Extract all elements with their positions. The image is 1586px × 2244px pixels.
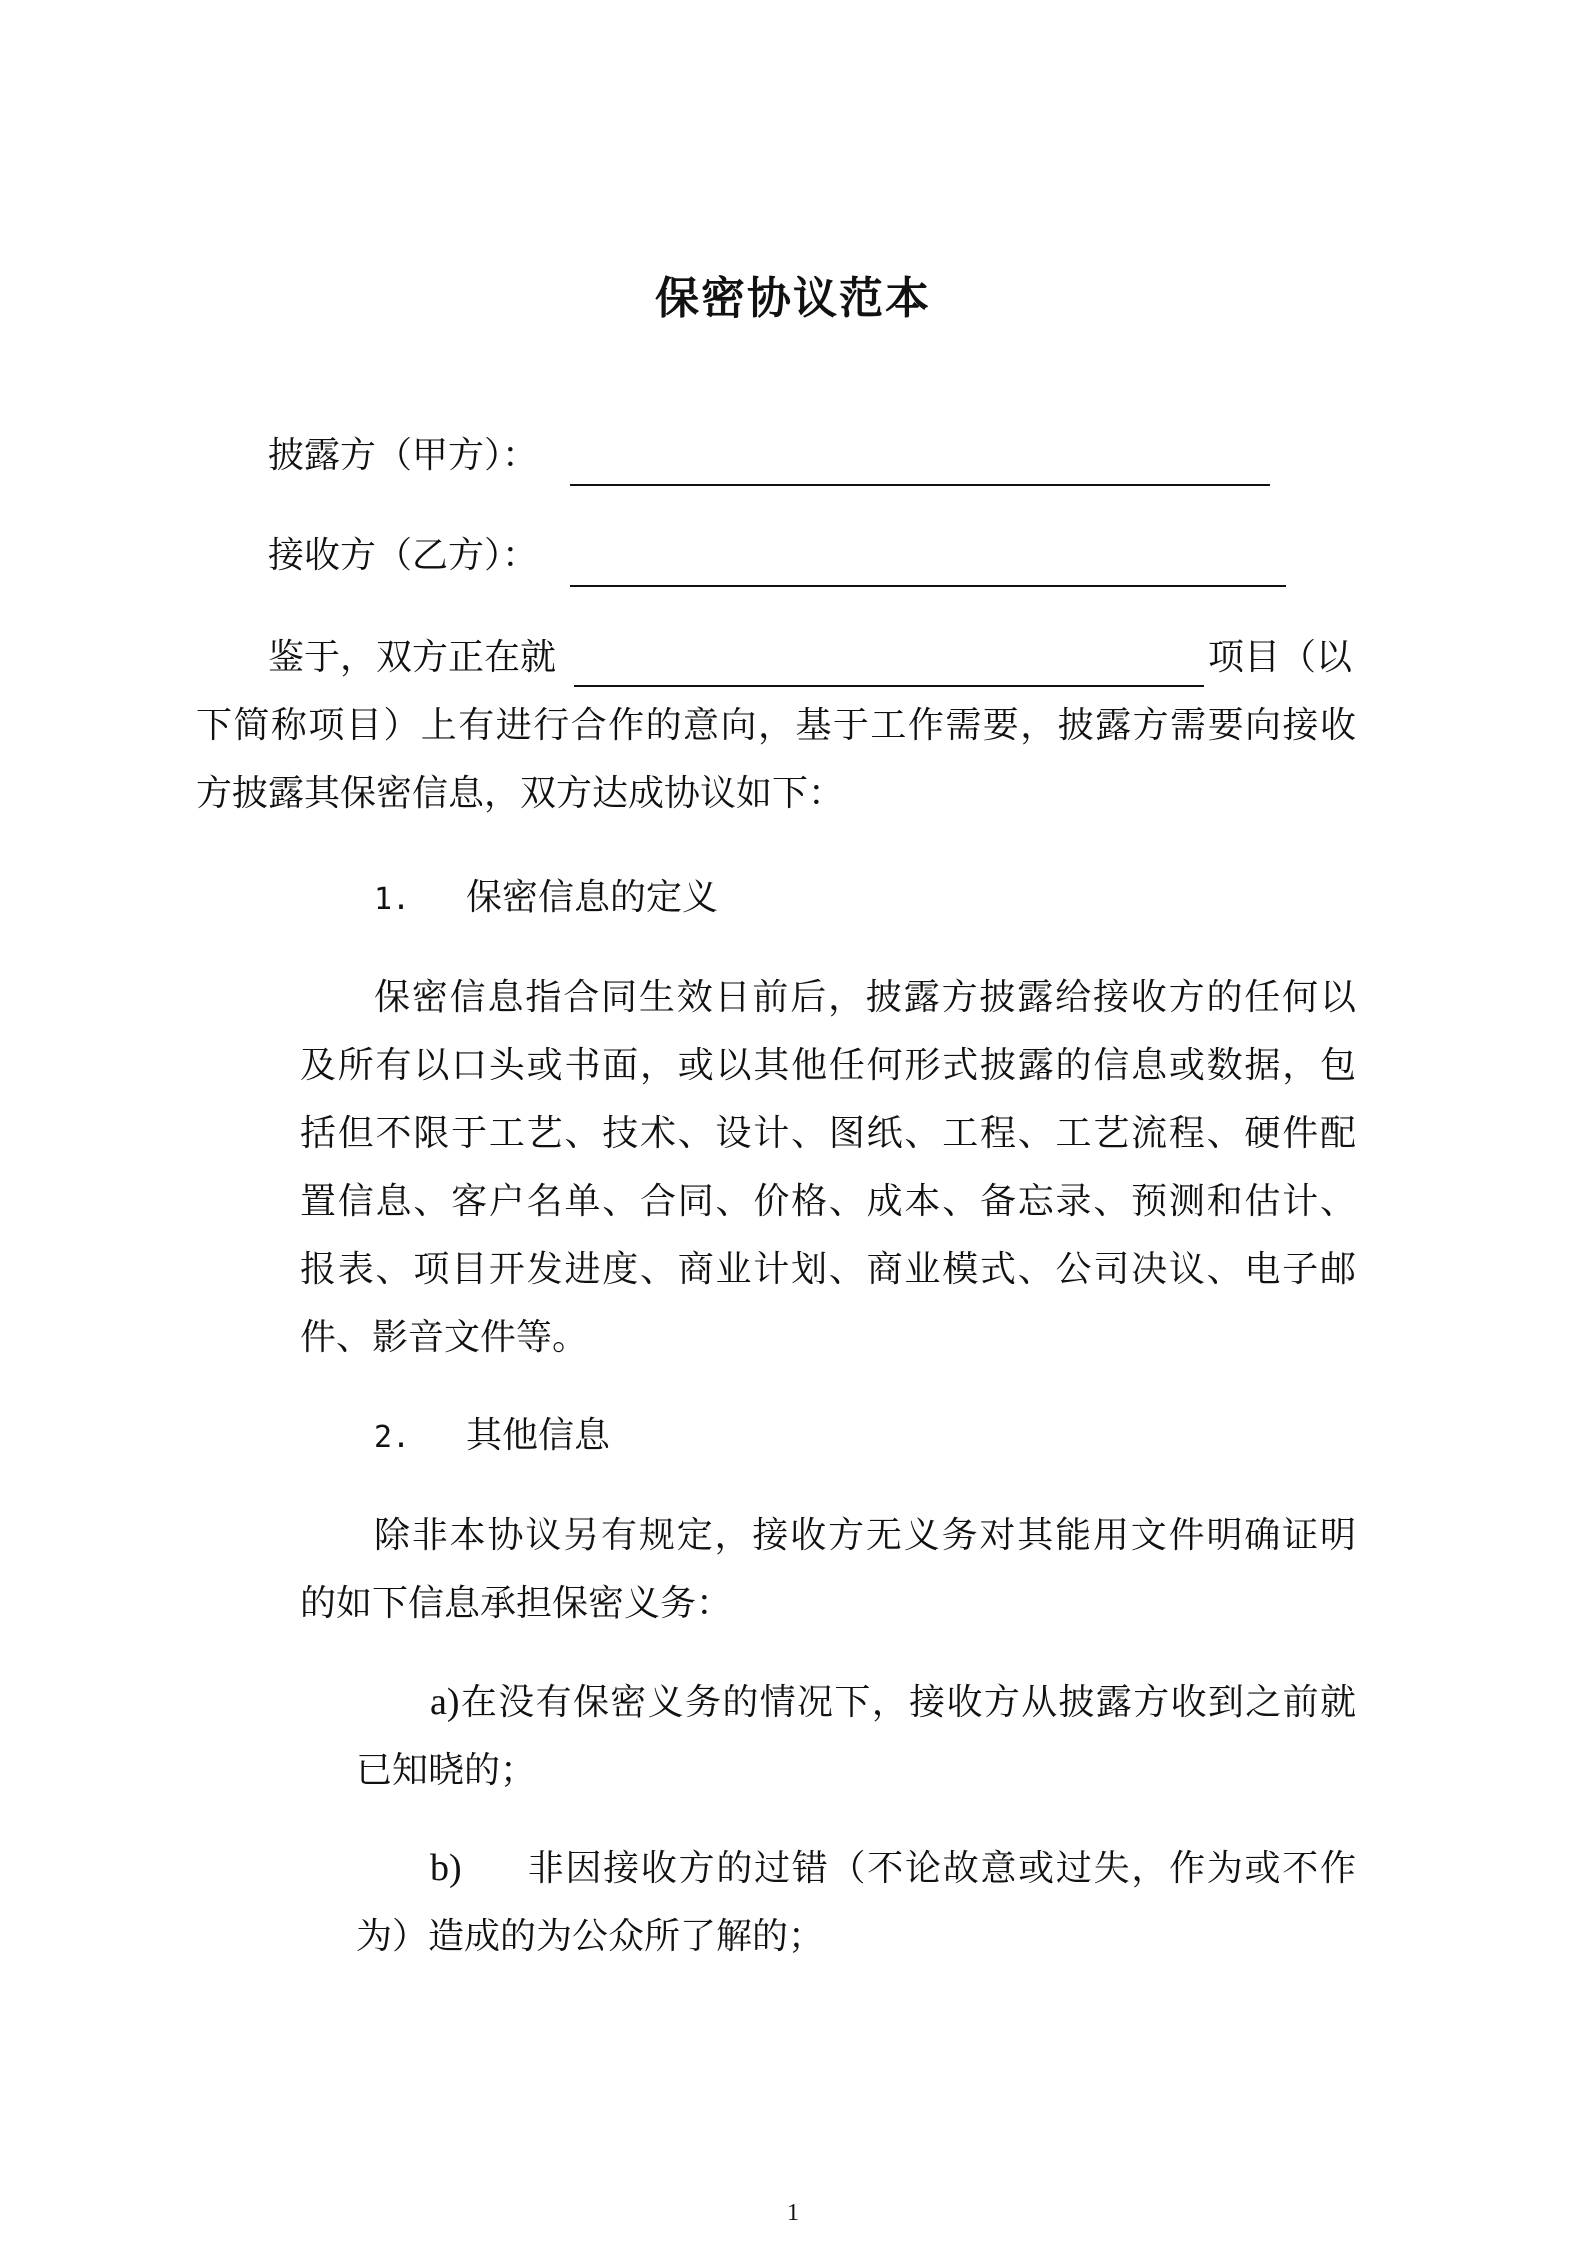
section-1-heading xyxy=(374,874,718,924)
list-item-b xyxy=(356,1834,1356,1971)
section-title: 保密信息的定义 xyxy=(466,877,719,918)
page-number: 1 xyxy=(787,2200,799,2226)
list-item-a xyxy=(356,1668,1356,1805)
preamble-after-blank: 项目（以 xyxy=(1208,637,1353,678)
preamble-continuation xyxy=(196,692,1356,828)
section-title: 其他信息 xyxy=(466,1415,611,1456)
body-line: 及所有以口头或书面，或以其他任何形式披露的信息或数据，包 xyxy=(300,1045,1356,1086)
preamble-line: 方披露其保密信息，双方达成协议如下： xyxy=(196,773,845,814)
list-item-letter: a) xyxy=(430,1681,460,1723)
document-title: 保密协议范本 xyxy=(655,273,931,324)
list-item-line xyxy=(356,1668,1356,1737)
recipient-label: 接收方（乙方）： xyxy=(268,535,539,576)
body-line: 置信息、客户名单、合同、价格、成本、备忘录、预测和估计、 xyxy=(300,1181,1356,1222)
body-line: 保密信息指合同生效日前后，披露方披露给接收方的任何以 xyxy=(374,977,1356,1018)
body-line: 除非本协议另有规定，接收方无义务对其能用文件明确证明 xyxy=(374,1515,1356,1556)
preamble-lead: 鉴于，双方正在就 xyxy=(268,637,557,678)
discloser-blank-line[interactable] xyxy=(570,484,1270,486)
section-2-heading xyxy=(374,1412,610,1462)
discloser-label: 披露方（甲方）： xyxy=(268,435,539,476)
section-number: 2. xyxy=(374,1420,411,1455)
list-item-line: 为）造成的为公众所了解的； xyxy=(356,1916,825,1957)
list-item-text: 在没有保密义务的情况下，接收方从披露方收到之前就 xyxy=(459,1682,1356,1723)
section-1-body xyxy=(300,964,1356,1372)
body-line: 件、影音文件等。 xyxy=(300,1317,589,1358)
project-blank-line[interactable] xyxy=(574,685,1204,687)
list-item-line xyxy=(356,1834,1356,1903)
body-line: 报表、项目开发进度、商业计划、商业模式、公司决议、电子邮 xyxy=(300,1249,1356,1290)
body-line: 的如下信息承担保密义务： xyxy=(300,1583,733,1624)
list-item-text: 非因接收方的过错（不论故意或过失，作为或不作 xyxy=(526,1848,1356,1889)
list-item-line: 已知晓的； xyxy=(356,1750,537,1791)
preamble-line: 下简称项目）上有进行合作的意向，基于工作需要，披露方需要向接收 xyxy=(196,705,1356,746)
body-line: 括但不限于工艺、技术、设计、图纸、工程、工艺流程、硬件配 xyxy=(300,1113,1356,1154)
section-2-body xyxy=(300,1502,1356,1638)
list-item-letter: b) xyxy=(430,1847,462,1889)
section-number: 1. xyxy=(374,882,411,917)
recipient-blank-line[interactable] xyxy=(570,585,1286,587)
